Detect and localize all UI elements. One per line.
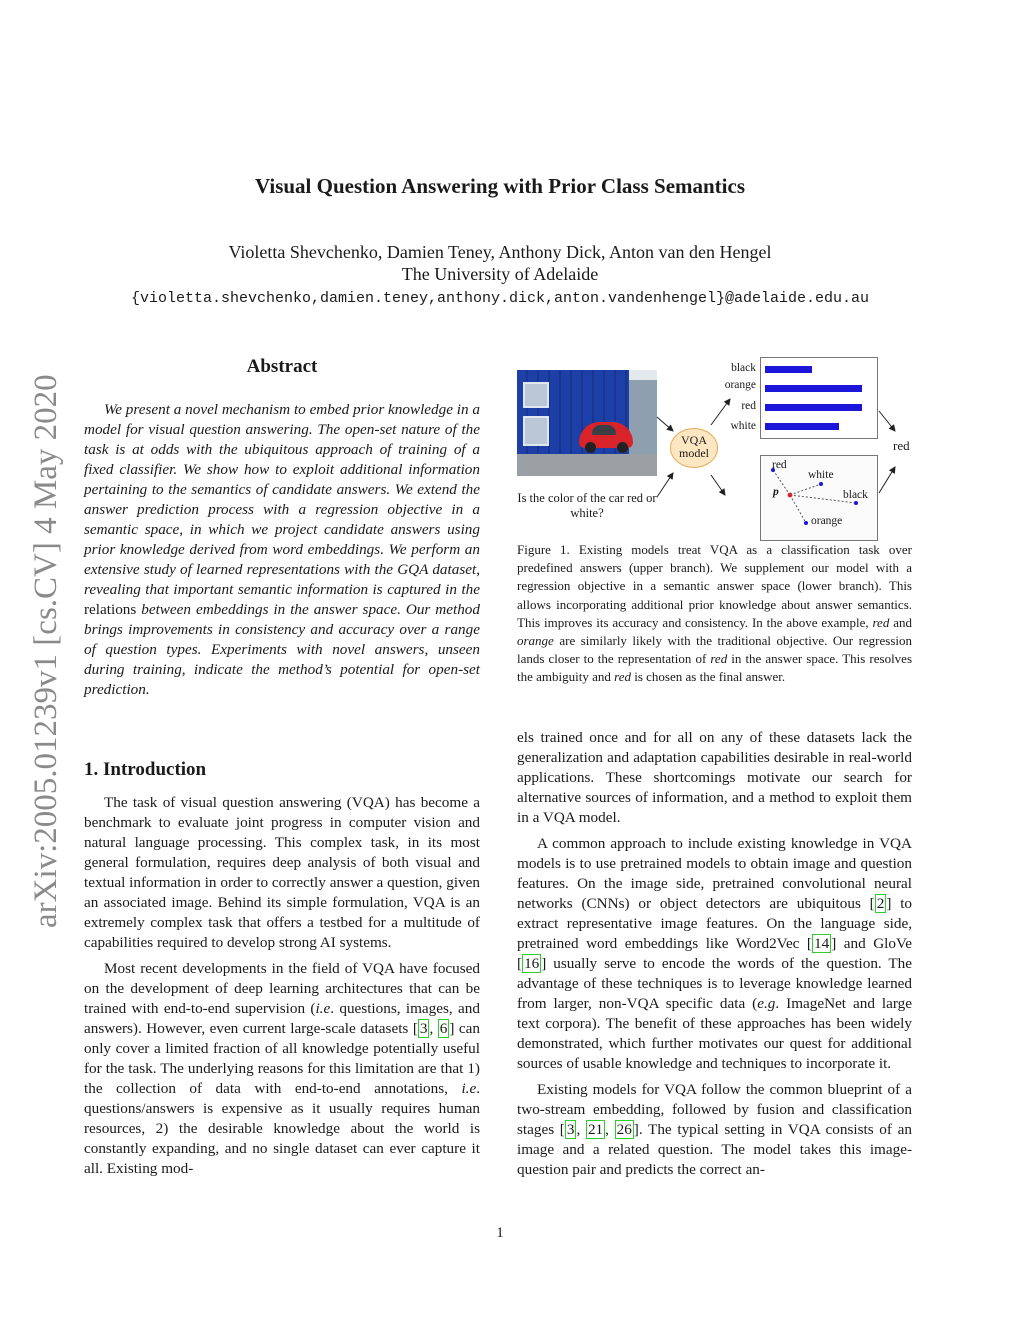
scatter-label-red: red — [772, 459, 787, 471]
citation-link[interactable]: 21 — [587, 1121, 604, 1138]
paper-title: Visual Question Answering with Prior Class Semantics — [254, 174, 746, 198]
paragraph: The task of visual question answering (VQA) has become a benchmark to evaluate joint progress in computer vision and natural language processing. This complex task, in its most general formulation, requires deep analysis of both visual and textual information in order to correctly answer a question, given an associated image. Behind its simple formulation, VQA is an extremely complex task that offers a testbed for a multitude of capabilities required to develop strong AI systems. — [84, 794, 480, 951]
section-heading-introduction: 1. Introduction — [84, 759, 207, 780]
paragraph: els trained once and for all on any of these datasets lack the generalization and adaptation capabilities desirable in real-world applications. These shortcomings motivate our search for alternative sources of information, and a method to exploit them in a VQA model. — [517, 729, 912, 826]
scatter-label-black: black — [843, 489, 868, 501]
citation-link[interactable]: 2 — [876, 895, 885, 912]
bar-label-black: black — [731, 362, 756, 374]
figure-output-answer: red — [893, 438, 910, 453]
abstract-part: between embeddings in the answer space. Our method brings improvements in consistency and accuracy over a range of question types. Experiments with novel answers, unseen during training, indicate the method’s potential for open-set prediction. — [84, 601, 480, 698]
vqa-model-node: VQA model — [670, 428, 718, 468]
scatter-label-p: p — [773, 486, 779, 498]
scatter-label-orange: orange — [811, 515, 843, 527]
abstract-part: We present a novel mechanism to embed prior knowledge in a model for visual question answering. The open-set nature of the task is at odds with the ubiquitous approach of training of a fixed classifier. We show how to exploit additional information pertaining to the semantics of candidate answers. We extend the answer prediction process with a regression objective in a semantic space, in which we project candidate answers using prior knowledge derived from word embeddings. We perform an extensive study of learned representations with the GQA dataset, revealing that important semantic information is captured in the — [84, 401, 480, 598]
scatter-label-white: white — [808, 469, 834, 481]
right-column-text — [517, 728, 912, 1186]
semantic-answer-space — [760, 455, 878, 541]
author-emails: {violetta.shevchenko,damien.teney,anthony.dick,anton.vandenhengel}@adelaide.edu.au — [130, 290, 870, 307]
author-block — [0, 241, 1000, 285]
abstract-part-upright: relations — [84, 601, 137, 618]
bar-label-white: white — [730, 420, 756, 432]
point-p — [788, 493, 793, 498]
point-orange — [804, 521, 808, 525]
citation-link[interactable]: 3 — [419, 1020, 428, 1037]
figure-question: Is the color of the car red or white? — [517, 491, 657, 520]
bar-white — [765, 423, 839, 430]
citation-link[interactable]: 6 — [439, 1020, 448, 1037]
bar-red — [765, 404, 862, 411]
bar-label-orange: orange — [724, 379, 756, 391]
paragraph: Existing models for VQA follow the common blueprint of a two-stream embedding, followed by fusion and classification stages [ 3 , 21 , 26 ]. The typical setting in VQA consists of an image and a related question. The model takes this image-question pair and predicts the correct an- — [517, 1081, 912, 1178]
abstract-heading: Abstract — [246, 356, 318, 377]
point-black — [854, 501, 858, 505]
bar-label-red: red — [741, 400, 756, 412]
point-white — [819, 482, 823, 486]
citation-link[interactable]: 14 — [814, 935, 830, 952]
paragraph: A common approach to include existing knowledge in VQA models is to use pretrained models to obtain image and question features. On the image side, pretrained convolutional neural networks (CNNs) or object detectors are ubiquitous [ 2 ] to extract representative image features. On the language side, pretrained word embeddings like Word2Vec [ 14 ] and GloVe [ 16 ] usually serve to encode the words of the question. The advantage of these techniques is to leverage knowledge learned from larger, non-VQA specific data (e.g. ImageNet and large text corpora). The benefit of these approaches has been widely demonstrated, which further motivates our quest for additional sources of usable knowledge and techniques to incorporate it. — [517, 835, 913, 1072]
bar-labels — [696, 357, 756, 437]
bar-black — [765, 366, 812, 373]
introduction-text — [84, 793, 480, 1185]
citation-link[interactable]: 26 — [616, 1121, 632, 1138]
arxiv-identifier[interactable]: arXiv:2005.01239v1 [cs.CV] 4 May 2020 — [28, 374, 64, 928]
affiliation: The University of Adelaide — [401, 264, 599, 284]
classification-bar-chart — [760, 357, 878, 439]
citation-link[interactable]: 3 — [566, 1121, 575, 1138]
page-number: 1 — [496, 1225, 504, 1241]
bar-orange — [765, 385, 862, 392]
paragraph: Most recent developments in the field of VQA have focused on the development of deep learning architectures that can be trained with end-to-end supervision (i.e. questions, images, and answers). However, even current large-scale datasets [ 3 , 6 ] can only cover a limited fraction of all knowledge potentially useful for the task. The underlying reasons for this limitation are that 1) the collection of data with end-to-end annotations, i.e. questions/answers is expensive as it usually requires human resources, 2) the desirable knowledge about the world is constantly expanding, and no single dataset can ever capture it all. Existing mod- — [84, 960, 481, 1177]
figure-caption: Figure 1. Existing models treat VQA as a classification task over predefined answers (upper branch). We supplement our model with a regression objective in a semantic answer space (lower branch). This allows incorporating additional prior knowledge about answer semantics. This improves its accuracy and consistency. In the above example, red and orange are similarly likely with the traditional objective. Our regression lands closer to the representation of red in the answer space. This resolves the ambiguity and red is chosen as the final answer. — [517, 542, 913, 685]
citation-link[interactable]: 16 — [524, 955, 540, 972]
authors: Violetta Shevchenko, Damien Teney, Anthony Dick, Anton van den Hengel — [228, 242, 772, 262]
abstract-text — [84, 400, 480, 700]
